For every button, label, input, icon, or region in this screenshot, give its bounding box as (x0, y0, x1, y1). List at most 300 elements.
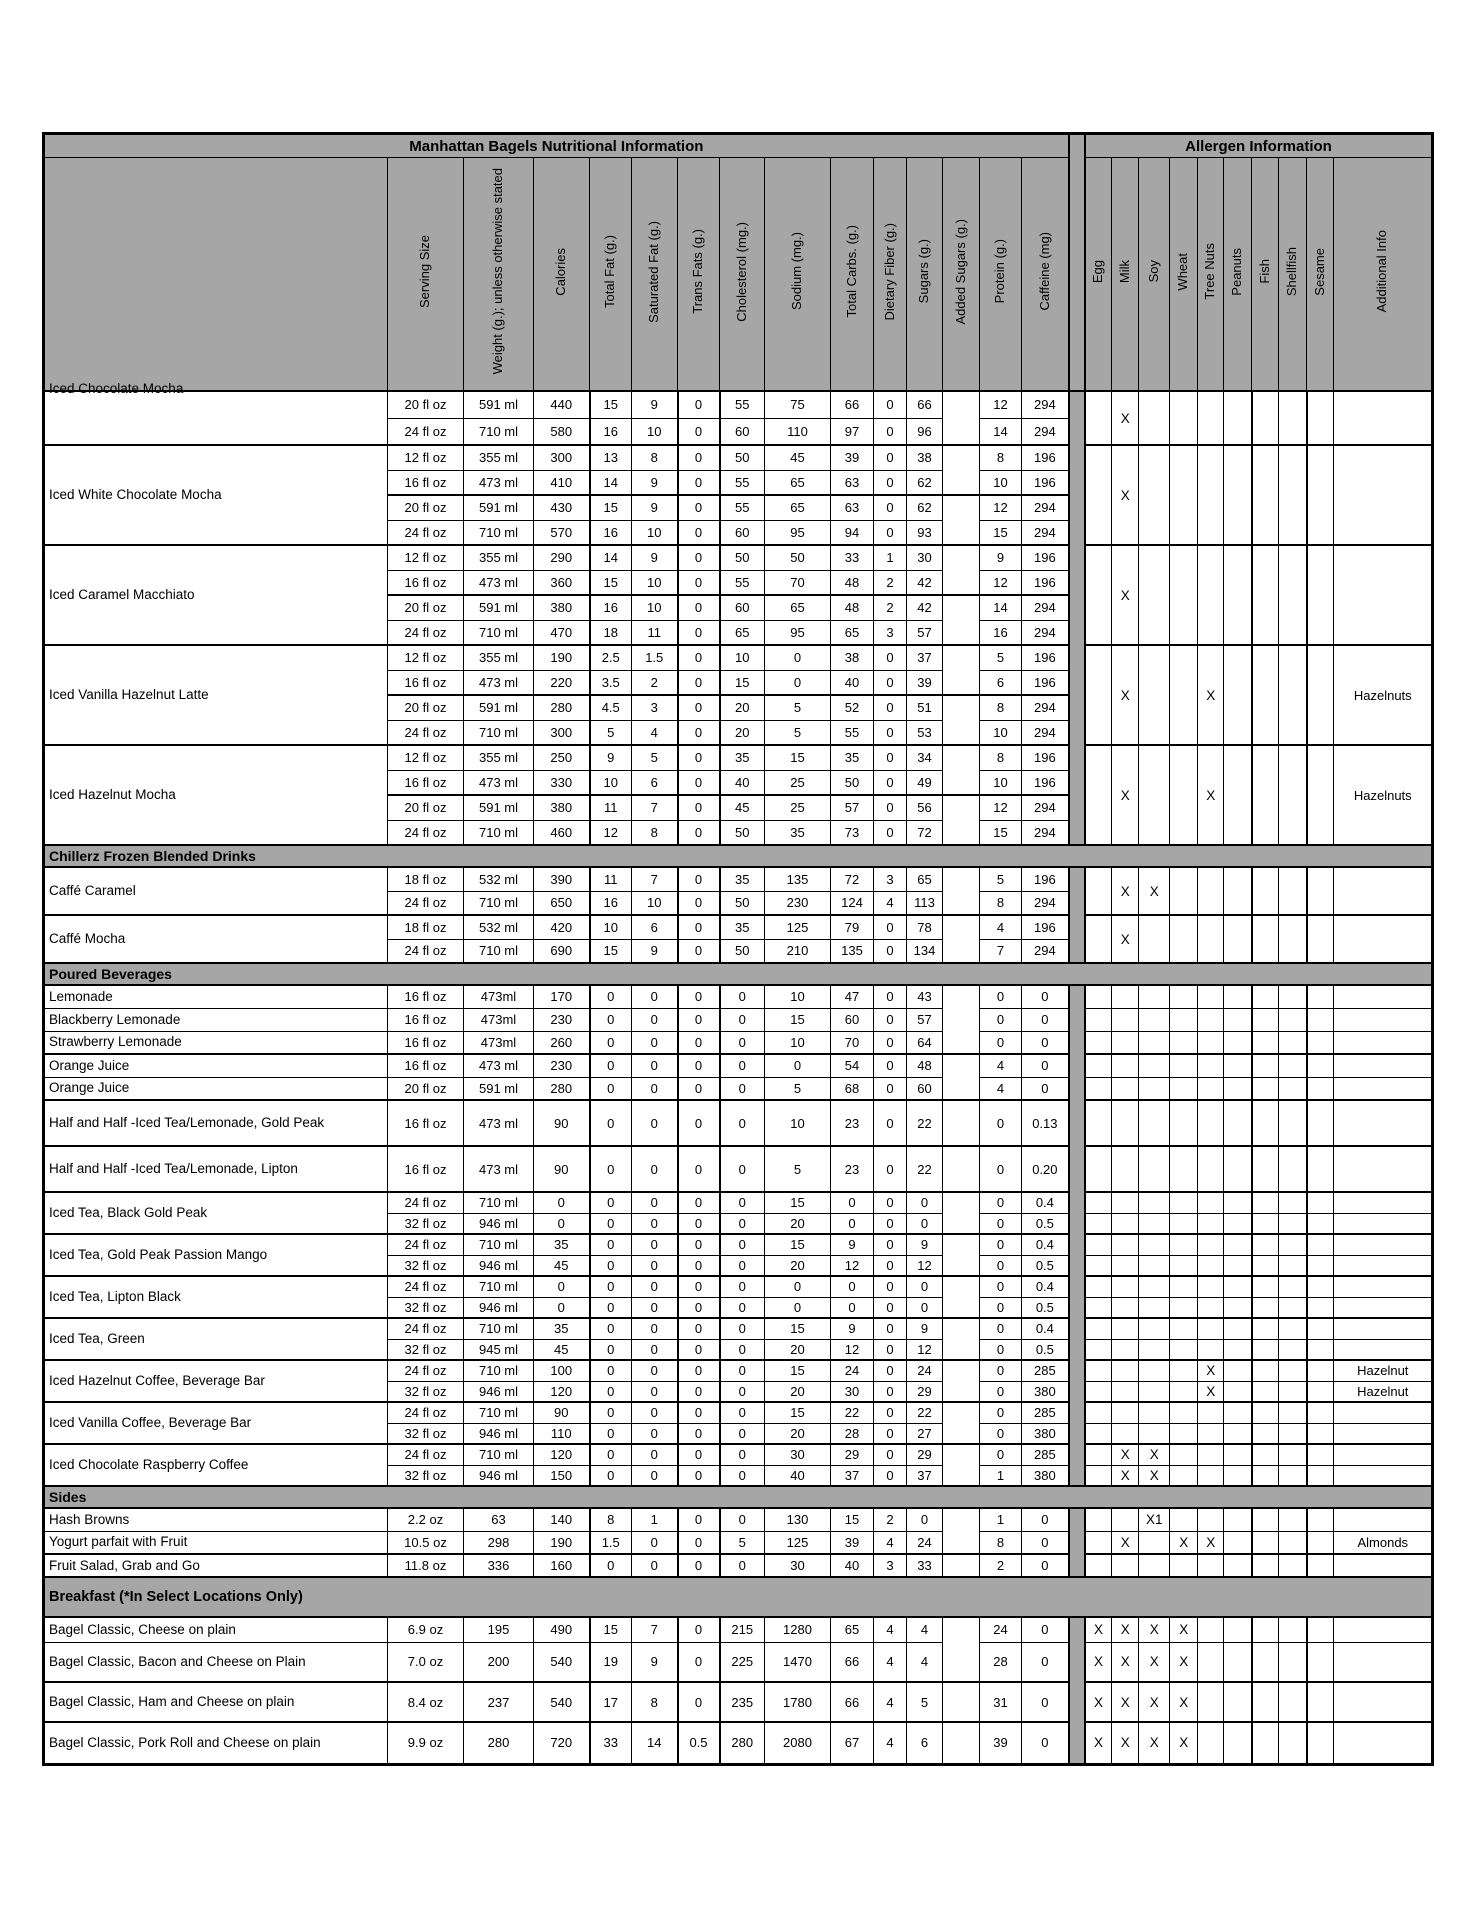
table-separator (1069, 1402, 1085, 1423)
table-separator (1069, 1297, 1085, 1318)
total-carbs-cell: 22 (831, 1402, 874, 1423)
allergen-wheat-cell (1170, 867, 1198, 915)
caffeine-cell: 294 (1022, 495, 1069, 520)
caffeine-cell: 0.5 (1022, 1255, 1069, 1276)
weight-cell: 710 ml (464, 1276, 534, 1297)
additional-info-cell (1334, 445, 1433, 545)
allergen-milk-cell (1112, 1192, 1139, 1213)
allergen-wheat-cell: X (1170, 1722, 1198, 1764)
table-separator (1069, 1642, 1085, 1682)
serving-size-cell: 16 fl oz (388, 1008, 464, 1031)
col-sugars (907, 158, 943, 392)
allergen-milk-cell (1112, 1339, 1139, 1360)
allergen-peanuts-cell (1224, 1146, 1252, 1192)
product-name-text: Iced Hazelnut Mocha (49, 787, 176, 803)
calories-cell: 650 (534, 891, 590, 915)
cholesterol-cell: 0 (720, 1213, 765, 1234)
serving-size-cell: 24 fl oz (388, 820, 464, 845)
protein-cell: 8 (980, 1531, 1022, 1554)
sugars-cell: 93 (907, 520, 943, 545)
saturated-fat-cell: 8 (632, 445, 678, 470)
allergen-egg-cell (1085, 1100, 1112, 1146)
product-row (44, 1508, 1433, 1531)
sugars-cell: 78 (907, 915, 943, 939)
allergen-tree-nuts-cell (1198, 1297, 1224, 1318)
protein-cell: 8 (980, 445, 1022, 470)
allergen-egg-cell (1085, 1381, 1112, 1402)
allergen-sesame-cell (1307, 1318, 1334, 1339)
allergen-egg-cell (1085, 1508, 1112, 1531)
protein-cell: 0 (980, 1423, 1022, 1444)
allergen-peanuts-cell (1224, 1423, 1252, 1444)
total-fat-cell: 3.5 (590, 670, 632, 695)
product-row (44, 1318, 1433, 1339)
allergen-peanuts-cell (1224, 1682, 1252, 1722)
table-separator (1069, 158, 1085, 392)
cholesterol-cell: 0 (720, 1402, 765, 1423)
total-carbs-cell: 39 (831, 445, 874, 470)
sugars-cell: 29 (907, 1444, 943, 1465)
allergen-wheat-cell (1170, 1146, 1198, 1192)
trans-fat-cell: 0 (678, 1054, 720, 1077)
sodium-cell: 10 (765, 1031, 831, 1054)
saturated-fat-cell: 0 (632, 1531, 678, 1554)
weight-cell: 280 (464, 1722, 534, 1764)
allergen-fish-cell (1252, 1381, 1279, 1402)
allergen-sesame-cell (1307, 1276, 1334, 1297)
allergen-soy-cell (1139, 1531, 1170, 1554)
weight-cell: 355 ml (464, 545, 534, 570)
total-carbs-cell: 23 (831, 1146, 874, 1192)
allergen-milk-cell (1112, 1031, 1139, 1054)
allergen-sesame-cell (1307, 915, 1334, 963)
weight-cell: 473ml (464, 1031, 534, 1054)
product-name-text: Iced Vanilla Coffee, Beverage Bar (49, 1415, 252, 1431)
total-carbs-cell: 63 (831, 495, 874, 520)
total-fat-cell: 0 (590, 1255, 632, 1276)
total-fat-cell: 0 (590, 1297, 632, 1318)
dietary-fiber-cell: 3 (874, 1554, 907, 1577)
shellfish-label: Shellfish (1284, 246, 1300, 297)
section-row (44, 963, 1433, 985)
total-carbs-cell: 73 (831, 820, 874, 845)
weight-cell: 710 ml (464, 520, 534, 545)
sodium-label: Sodium (mg.) (789, 232, 805, 311)
product-name-text: Iced Tea, Black Gold Peak (49, 1205, 208, 1221)
additional-info-cell (1334, 1423, 1433, 1444)
allergen-egg-cell (1085, 1054, 1112, 1077)
total-fat-cell: 0 (590, 1444, 632, 1465)
cholesterol-cell: 35 (720, 915, 765, 939)
serving-size-cell: 32 fl oz (388, 1255, 464, 1276)
calories-cell: 160 (534, 1554, 590, 1577)
trans-fat-cell: 0 (678, 520, 720, 545)
table-separator (1069, 1192, 1085, 1213)
caffeine-cell: 294 (1022, 520, 1069, 545)
allergen-shellfish-cell (1279, 1100, 1307, 1146)
added-sugars-cell (943, 915, 980, 939)
product-name (44, 1722, 388, 1764)
table-separator (1069, 1531, 1085, 1554)
weight-cell: 200 (464, 1642, 534, 1682)
cholesterol-cell: 0 (720, 1318, 765, 1339)
additional-info-cell (1334, 1146, 1433, 1192)
allergen-tree-nuts-cell (1198, 1213, 1224, 1234)
allergen-wheat-cell (1170, 1508, 1198, 1531)
total-carbs-cell: 52 (831, 695, 874, 720)
allergen-fish-cell (1252, 1234, 1279, 1255)
allergen-peanuts-cell (1224, 391, 1252, 445)
total-carbs-cell: 66 (831, 1642, 874, 1682)
allergen-egg-cell (1085, 1531, 1112, 1554)
dietary-fiber-cell: 0 (874, 1192, 907, 1213)
calories-cell: 90 (534, 1100, 590, 1146)
allergen-milk-cell (1112, 1297, 1139, 1318)
total-carbs-cell: 12 (831, 1255, 874, 1276)
allergen-milk-cell: X (1112, 745, 1139, 845)
allergen-egg-cell (1085, 1339, 1112, 1360)
total-carbs-cell: 66 (831, 1682, 874, 1722)
trans-fat-cell: 0 (678, 1297, 720, 1318)
caffeine-cell: 196 (1022, 545, 1069, 570)
trans-fat-cell: 0 (678, 1100, 720, 1146)
total-fat-cell: 0 (590, 985, 632, 1008)
sodium-cell: 15 (765, 1360, 831, 1381)
trans-fat-cell: 0 (678, 445, 720, 470)
allergen-peanuts-cell (1224, 915, 1252, 963)
serving-size-cell: 32 fl oz (388, 1465, 464, 1486)
total-fat-cell: 11 (590, 795, 632, 820)
allergen-fish-cell (1252, 1297, 1279, 1318)
allergen-milk-cell: X (1112, 391, 1139, 445)
sugars-cell: 0 (907, 1276, 943, 1297)
dietary-fiber-cell: 0 (874, 720, 907, 745)
product-name (44, 1054, 388, 1077)
section-row (44, 845, 1433, 867)
allergen-tree-nuts-cell: X (1198, 1381, 1224, 1402)
allergen-wheat-cell (1170, 545, 1198, 645)
caffeine-cell: 0.5 (1022, 1213, 1069, 1234)
allergen-fish-cell (1252, 1339, 1279, 1360)
peanuts-label: Peanuts (1229, 247, 1245, 296)
calories-cell: 0 (534, 1276, 590, 1297)
trans-fat-cell: 0 (678, 867, 720, 891)
allergen-fish-cell (1252, 1008, 1279, 1031)
allergen-sesame-cell (1307, 1465, 1334, 1486)
caffeine-cell: 285 (1022, 1444, 1069, 1465)
added-sugars-cell (943, 1255, 980, 1276)
allergen-soy-cell: X (1139, 1682, 1170, 1722)
allergen-milk-cell (1112, 1508, 1139, 1531)
added-sugars-cell (943, 1444, 980, 1465)
sodium-cell: 1470 (765, 1642, 831, 1682)
cholesterol-cell: 20 (720, 720, 765, 745)
product-name-text: Orange Juice (49, 1057, 130, 1073)
total-carbs-cell: 24 (831, 1360, 874, 1381)
dietary-fiber-cell: 4 (874, 1682, 907, 1722)
allergen-milk-cell (1112, 1100, 1139, 1146)
allergen-peanuts-cell (1224, 1192, 1252, 1213)
serving-size-cell: 16 fl oz (388, 570, 464, 595)
additional-info-cell (1334, 1402, 1433, 1423)
allergen-fish-cell (1252, 1077, 1279, 1100)
serving-size-cell: 24 fl oz (388, 1192, 464, 1213)
calories-cell: 460 (534, 820, 590, 845)
serving-size-cell: 24 fl oz (388, 891, 464, 915)
caffeine-cell: 294 (1022, 939, 1069, 963)
serving-size-cell: 16 fl oz (388, 985, 464, 1008)
product-row (44, 1554, 1433, 1577)
caffeine-cell: 196 (1022, 745, 1069, 770)
trans-fat-cell: 0 (678, 820, 720, 845)
total-fat-cell: 16 (590, 891, 632, 915)
saturated-fat-cell: 10 (632, 520, 678, 545)
allergen-soy-cell: X (1139, 1444, 1170, 1465)
dietary-fiber-cell: 2 (874, 570, 907, 595)
added-sugars-cell (943, 891, 980, 915)
sugars-cell: 27 (907, 1423, 943, 1444)
allergen-wheat-cell: X (1170, 1531, 1198, 1554)
sugars-cell: 48 (907, 1054, 943, 1077)
sodium-cell: 20 (765, 1339, 831, 1360)
allergen-soy-cell (1139, 1381, 1170, 1402)
saturated-fat-cell: 4 (632, 720, 678, 745)
cholesterol-cell: 20 (720, 695, 765, 720)
allergen-fish-cell (1252, 445, 1279, 545)
caffeine-cell: 294 (1022, 795, 1069, 820)
serving-size-cell: 32 fl oz (388, 1423, 464, 1444)
saturated-fat-cell: 8 (632, 1682, 678, 1722)
serving-size-cell: 18 fl oz (388, 867, 464, 891)
dietary-fiber-cell: 0 (874, 445, 907, 470)
saturated-fat-cell: 0 (632, 1077, 678, 1100)
cholesterol-cell: 0 (720, 1381, 765, 1402)
section-label: Poured Beverages (44, 963, 1433, 985)
allergen-soy-cell (1139, 1008, 1170, 1031)
serving-size-cell: 12 fl oz (388, 445, 464, 470)
total-carbs-cell: 12 (831, 1339, 874, 1360)
total-carbs-cell: 9 (831, 1234, 874, 1255)
dietary-fiber-cell: 0 (874, 520, 907, 545)
allergen-wheat-cell (1170, 1465, 1198, 1486)
saturated-fat-cell: 9 (632, 470, 678, 495)
col-trans-fats (678, 158, 720, 392)
col-total-carbs (831, 158, 874, 392)
allergen-wheat-cell (1170, 1100, 1198, 1146)
allergen-sesame-cell (1307, 1617, 1334, 1642)
total-fat-cell: 0 (590, 1381, 632, 1402)
total-fat-cell: 0 (590, 1360, 632, 1381)
sugars-cell: 4 (907, 1642, 943, 1682)
allergen-shellfish-cell (1279, 1444, 1307, 1465)
serving-size-cell: 32 fl oz (388, 1381, 464, 1402)
allergen-egg-cell (1085, 1276, 1112, 1297)
sugars-cell: 0 (907, 1297, 943, 1318)
dietary-fiber-cell: 0 (874, 985, 907, 1008)
serving-size-label: Serving Size (417, 235, 433, 308)
allergen-peanuts-cell (1224, 867, 1252, 915)
table-separator (1069, 770, 1085, 795)
sodium-cell: 50 (765, 545, 831, 570)
cholesterol-cell: 50 (720, 820, 765, 845)
allergen-sesame-cell (1307, 1339, 1334, 1360)
weight-cell: 710 ml (464, 720, 534, 745)
product-row (44, 1276, 1433, 1297)
added-sugars-cell (943, 745, 980, 770)
allergen-soy-cell (1139, 445, 1170, 545)
sodium-cell: 65 (765, 595, 831, 620)
saturated-fat-cell: 10 (632, 595, 678, 620)
serving-size-cell: 24 fl oz (388, 1360, 464, 1381)
protein-cell: 0 (980, 1297, 1022, 1318)
allergen-milk-cell (1112, 1381, 1139, 1402)
allergen-sesame-cell (1307, 1297, 1334, 1318)
sugars-cell: 113 (907, 891, 943, 915)
product-name (44, 1318, 388, 1360)
sodium-cell: 5 (765, 720, 831, 745)
col-total-fat (590, 158, 632, 392)
total-fat-cell: 5 (590, 720, 632, 745)
allergen-shellfish-cell (1279, 1554, 1307, 1577)
allergen-egg-cell (1085, 1192, 1112, 1213)
serving-size-cell: 24 fl oz (388, 1276, 464, 1297)
column-header-row (44, 158, 1433, 392)
saturated-fat-cell: 0 (632, 1554, 678, 1577)
trans-fat-cell: 0 (678, 391, 720, 418)
allergen-soy-cell (1139, 1234, 1170, 1255)
total-carbs-cell: 35 (831, 745, 874, 770)
calories-cell: 360 (534, 570, 590, 595)
allergen-wheat-cell (1170, 1276, 1198, 1297)
allergen-sesame-cell (1307, 1531, 1334, 1554)
additional-info-label: Additional Info (1374, 230, 1390, 313)
sugars-cell: 0 (907, 1508, 943, 1531)
total-fat-cell: 15 (590, 391, 632, 418)
allergen-milk-cell (1112, 1077, 1139, 1100)
allergen-sesame-cell (1307, 391, 1334, 445)
protein-cell: 0 (980, 1146, 1022, 1192)
total-carbs-cell: 39 (831, 1531, 874, 1554)
trans-fat-cell: 0 (678, 1508, 720, 1531)
calories-cell: 490 (534, 1617, 590, 1642)
product-name-text: Half and Half -Iced Tea/Lemonade, Lipton (49, 1161, 298, 1177)
dietary-fiber-cell: 0 (874, 820, 907, 845)
calories-cell: 260 (534, 1031, 590, 1054)
product-row (44, 1360, 1433, 1381)
allergen-shellfish-cell (1279, 1192, 1307, 1213)
sugars-cell: 57 (907, 620, 943, 645)
added-sugars-cell (943, 1213, 980, 1234)
serving-size-cell: 24 fl oz (388, 1402, 464, 1423)
weight-cell: 473 ml (464, 1100, 534, 1146)
allergen-wheat-cell (1170, 1402, 1198, 1423)
caffeine-cell: 196 (1022, 470, 1069, 495)
allergen-shellfish-cell (1279, 1402, 1307, 1423)
serving-size-cell: 12 fl oz (388, 645, 464, 670)
calories-cell: 0 (534, 1213, 590, 1234)
allergen-peanuts-cell (1224, 1465, 1252, 1486)
caffeine-cell: 380 (1022, 1381, 1069, 1402)
saturated-fat-cell: 0 (632, 1276, 678, 1297)
allergen-sesame-cell (1307, 745, 1334, 845)
dietary-fiber-cell: 3 (874, 867, 907, 891)
allergen-milk-cell: X (1112, 1682, 1139, 1722)
allergen-soy-cell (1139, 1192, 1170, 1213)
sugars-cell: 24 (907, 1531, 943, 1554)
allergen-wheat-cell (1170, 915, 1198, 963)
trans-fat-cell: 0 (678, 795, 720, 820)
allergen-egg-cell: X (1085, 1722, 1112, 1764)
serving-size-cell: 12 fl oz (388, 545, 464, 570)
dietary-fiber-cell: 0 (874, 418, 907, 445)
allergen-soy-cell (1139, 1423, 1170, 1444)
sugars-cell: 96 (907, 418, 943, 445)
trans-fat-cell: 0.5 (678, 1722, 720, 1764)
table-separator (1069, 670, 1085, 695)
sodium-cell: 45 (765, 445, 831, 470)
allergen-fish-cell (1252, 1531, 1279, 1554)
allergen-shellfish-cell (1279, 1054, 1307, 1077)
product-row (44, 1031, 1433, 1054)
allergen-milk-cell (1112, 985, 1139, 1008)
cholesterol-cell: 15 (720, 670, 765, 695)
allergen-table-title: Allergen Information (1085, 134, 1433, 158)
table-separator (1069, 1318, 1085, 1339)
sodium-cell: 30 (765, 1554, 831, 1577)
section-label: Chillerz Frozen Blended Drinks (44, 845, 1433, 867)
saturated-fat-cell: 3 (632, 695, 678, 720)
calories-cell: 0 (534, 1297, 590, 1318)
product-name-text: Hash Browns (49, 1511, 130, 1527)
cholesterol-cell: 0 (720, 1339, 765, 1360)
product-row (44, 1234, 1433, 1255)
allergen-wheat-cell (1170, 1234, 1198, 1255)
weight-cell: 195 (464, 1617, 534, 1642)
total-carbs-cell: 79 (831, 915, 874, 939)
allergen-wheat-cell (1170, 445, 1198, 545)
cholesterol-cell: 0 (720, 1423, 765, 1444)
product-row (44, 445, 1433, 470)
allergen-wheat-cell (1170, 1213, 1198, 1234)
trans-fats-label: Trans Fats (g.) (690, 229, 706, 314)
product-name (44, 1444, 388, 1486)
added-sugars-cell (943, 820, 980, 845)
protein-cell: 9 (980, 545, 1022, 570)
product-name (44, 381, 388, 445)
cholesterol-cell: 0 (720, 1077, 765, 1100)
product-row (44, 867, 1433, 891)
section-label: Sides (44, 1486, 1433, 1508)
sugars-cell: 29 (907, 1381, 943, 1402)
calories-cell: 690 (534, 939, 590, 963)
saturated-fat-cell: 9 (632, 391, 678, 418)
dietary-fiber-cell: 0 (874, 1402, 907, 1423)
allergen-soy-cell: X (1139, 867, 1170, 915)
additional-info-cell (1334, 867, 1433, 915)
product-name (44, 745, 388, 845)
allergen-wheat-cell: X (1170, 1682, 1198, 1722)
wheat-label: Wheat (1175, 252, 1191, 291)
nutrition-allergen-table (42, 132, 1434, 1766)
total-carbs-cell: 65 (831, 620, 874, 645)
dietary-fiber-cell: 0 (874, 1360, 907, 1381)
allergen-shellfish-cell (1279, 1255, 1307, 1276)
protein-cell: 0 (980, 985, 1022, 1008)
table-separator (1069, 1617, 1085, 1642)
sugars-cell: 72 (907, 820, 943, 845)
col-shellfish (1279, 158, 1307, 392)
allergen-fish-cell (1252, 1617, 1279, 1642)
